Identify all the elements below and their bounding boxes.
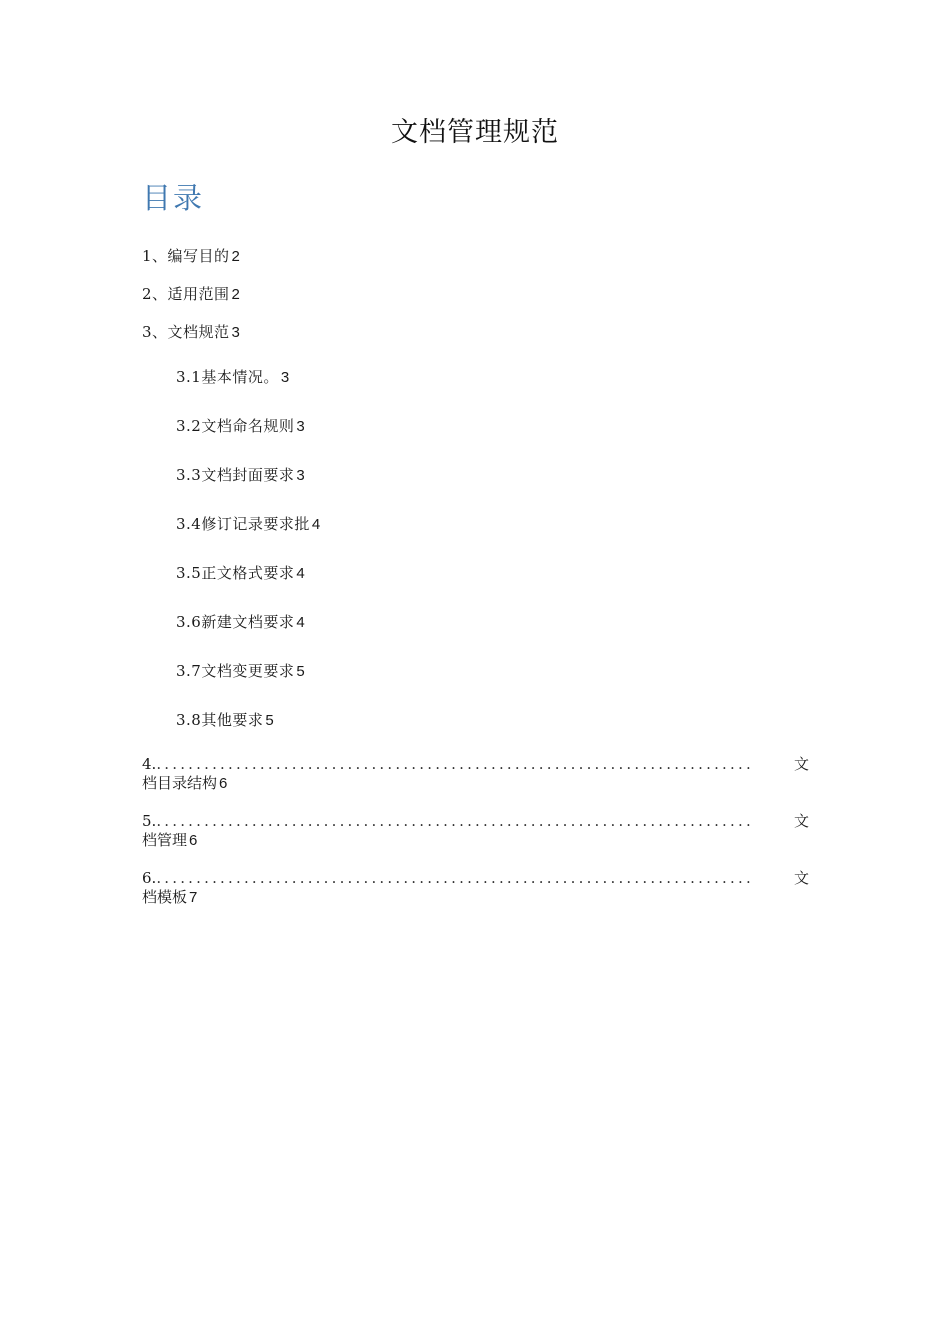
toc-entry-label: 2、适用范围 [142, 285, 230, 303]
toc-entry-label-start: 文 [793, 755, 809, 773]
toc-entry-page: 4 [296, 565, 306, 582]
toc-entry-page: 3 [280, 369, 290, 386]
dot-leader: ........................................................................... [156, 812, 754, 830]
toc-entry-page: 2 [231, 248, 241, 265]
toc-entry-page: 4 [311, 516, 321, 533]
toc-entry-page: 3 [231, 324, 241, 341]
toc-entry-label: 3.7文档变更要求 [176, 662, 295, 680]
toc-entry-page: 3 [296, 467, 306, 484]
toc-entry-page: 5 [265, 712, 275, 729]
toc-entry-number: 6. [142, 869, 157, 887]
toc-entry-page: 2 [231, 286, 241, 303]
toc-subentry[interactable] [176, 366, 290, 387]
toc-entry-label: 3.2文档命名规则 [176, 417, 295, 435]
toc-entry-wrapped[interactable] [142, 812, 809, 850]
toc-entry-label: 档目录结构 [142, 774, 218, 792]
toc-entry[interactable] [142, 321, 240, 342]
toc-subentry[interactable] [176, 660, 305, 681]
dot-leader: ........................................................................... [156, 869, 754, 887]
toc-subentry[interactable] [176, 464, 305, 485]
toc-subentry[interactable] [176, 709, 274, 730]
toc-entry-page: 3 [296, 418, 306, 435]
toc-entry-wrapped[interactable] [142, 755, 809, 793]
document-title: 文档管理规范 [391, 117, 559, 148]
toc-entry[interactable] [142, 283, 240, 304]
toc-entry-label: 1、编写目的 [142, 247, 230, 265]
toc-subentry[interactable] [176, 562, 305, 583]
toc-entry-label: 3、文档规范 [142, 323, 230, 341]
toc-entry-label: 3.4修订记录要求批 [176, 515, 310, 533]
toc-subentry[interactable] [176, 415, 305, 436]
toc-subentry[interactable] [176, 611, 305, 632]
toc-entry-label: 3.1基本情况。 [176, 368, 279, 386]
toc-entry-label: 3.6新建文档要求 [176, 613, 295, 631]
dot-leader: ........................................................................... [156, 755, 754, 773]
toc-entry-label-start: 文 [793, 812, 809, 830]
toc-entry-page: 4 [296, 614, 306, 631]
toc-subentry[interactable] [176, 513, 321, 534]
toc-entry-label: 档管理 [142, 831, 188, 849]
toc-entry-number: 5. [142, 812, 157, 830]
toc-entry[interactable] [142, 245, 240, 266]
toc-heading: 目录 [142, 181, 205, 215]
toc-entry-label-start: 文 [793, 869, 809, 887]
toc-entry-page: 6 [189, 832, 198, 849]
toc-entry-label: 档模板 [142, 888, 188, 906]
toc-entry-label: 3.3文档封面要求 [176, 466, 295, 484]
toc-entry-page: 6 [219, 775, 228, 792]
toc-entry-page: 5 [296, 663, 306, 680]
toc-entry-page: 7 [189, 889, 198, 906]
toc-entry-wrapped[interactable] [142, 869, 809, 907]
toc-entry-label: 3.8其他要求 [176, 711, 264, 729]
toc-entry-label: 3.5正文格式要求 [176, 564, 295, 582]
toc-entry-number: 4. [142, 755, 157, 773]
